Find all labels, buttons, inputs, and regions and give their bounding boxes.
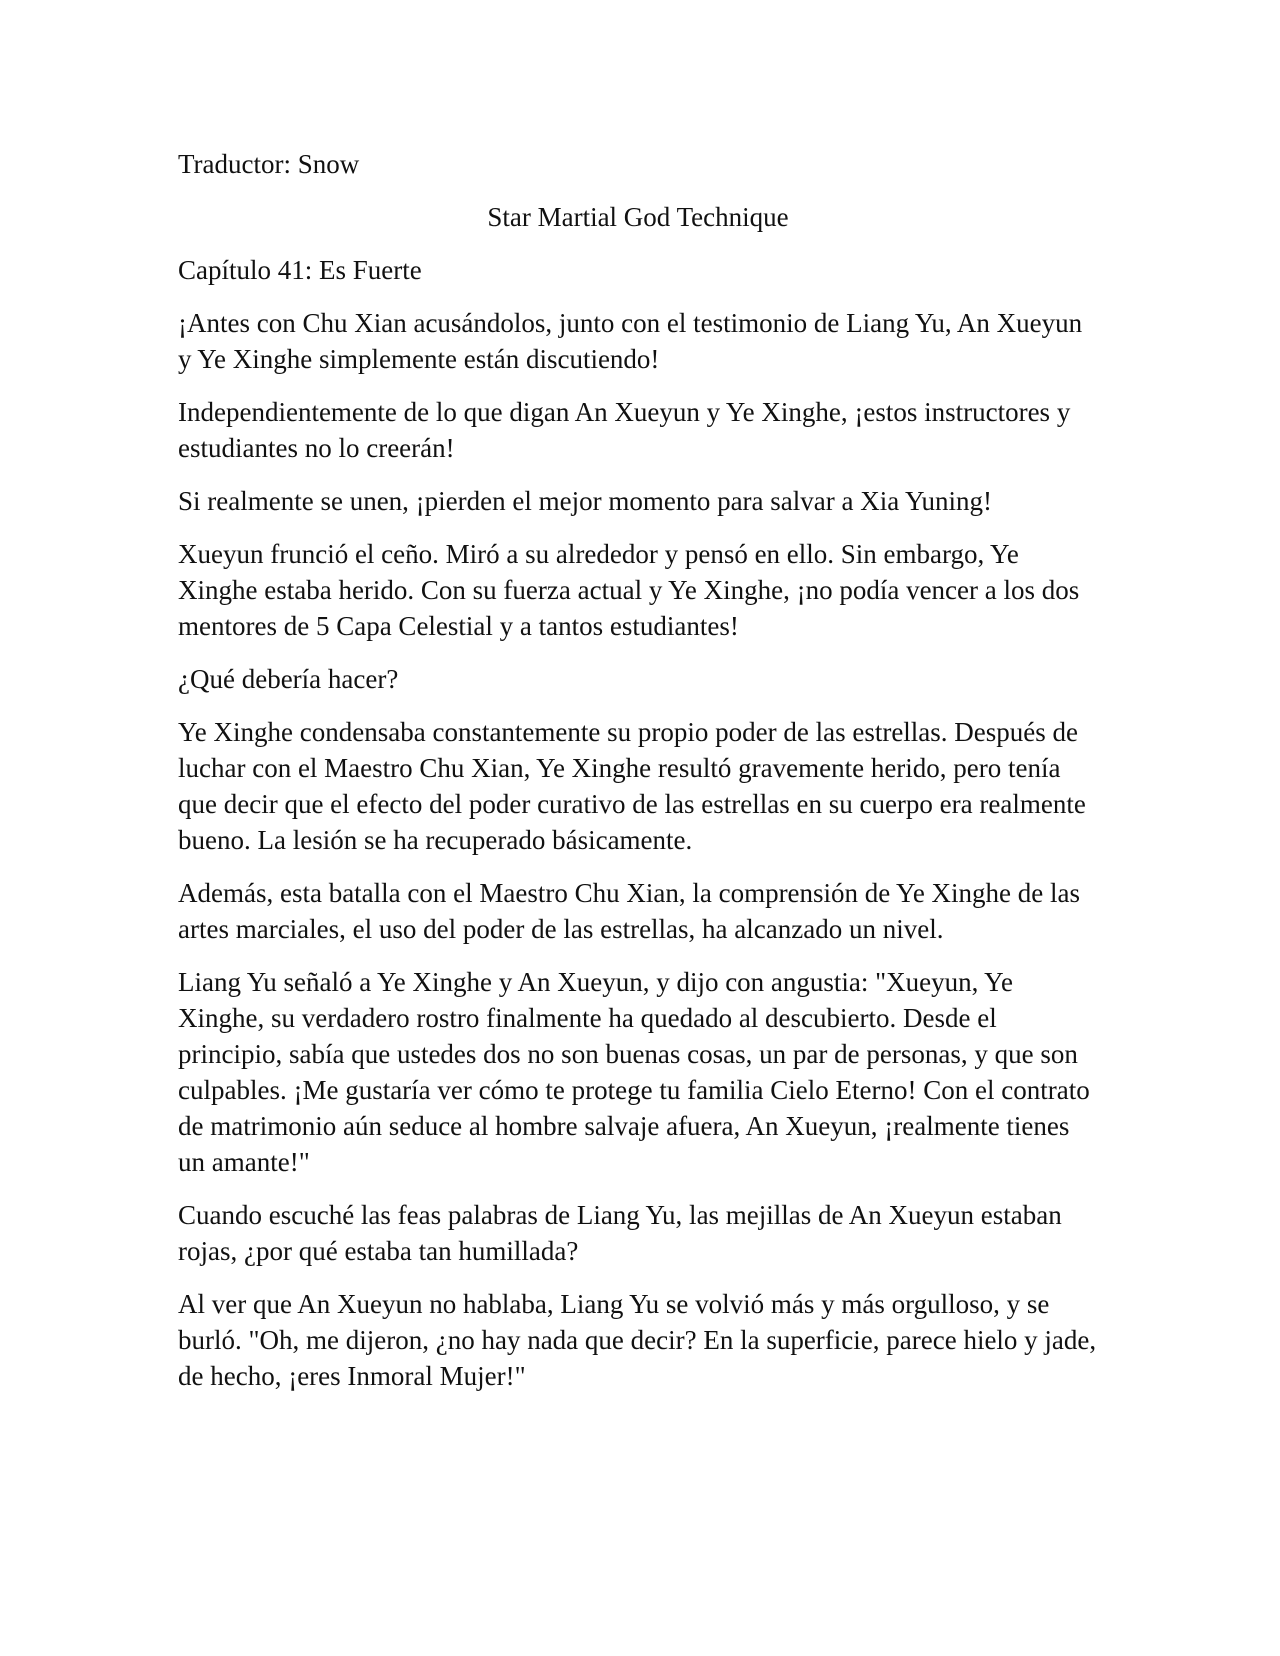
paragraph: Independientemente de lo que digan An Xueyun y Ye Xinghe, ¡estos instructores y estudiantes no lo creerán! [178, 397, 1071, 463]
paragraph: Liang Yu señaló a Ye Xinghe y An Xueyun, y dijo con angustia: "Xueyun, Ye Xinghe, su verdadero rostro finalmente ha quedado al descubierto. Desde el principio, sabía que ustedes dos no son buenas cosas, un par de personas, y que son culpables. ¡Me gustaría ver cómo te protege tu familia Cielo Eterno! Con el contrato de matrimonio aún seduce al hombre salvaje afuera, An Xueyun, ¡realmente tienes un amante!" [178, 967, 1090, 1177]
translator-credit: Traductor: Snow [178, 149, 360, 179]
paragraph: Además, esta batalla con el Maestro Chu Xian, la comprensión de Ye Xinghe de las artes marciales, el uso del poder de las estrellas, ha alcanzado un nivel. [178, 878, 1081, 944]
document-body [178, 146, 1098, 1411]
book-title: Star Martial God Technique [487, 202, 789, 232]
chapter-heading: Capítulo 41: Es Fuerte [178, 255, 422, 285]
paragraph: Cuando escuché las feas palabras de Liang Yu, las mejillas de An Xueyun estaban rojas, ¿por qué estaba tan humillada? [178, 1200, 1062, 1266]
paragraph: Si realmente se unen, ¡pierden el mejor momento para salvar a Xia Yuning! [178, 486, 992, 516]
paragraph: Al ver que An Xueyun no hablaba, Liang Yu se volvió más y más orgulloso, y se burló. "Oh, me dijeron, ¿no hay nada que decir? En la superficie, parece hielo y jade, de hecho, ¡eres Inmoral Mujer!" [178, 1289, 1097, 1391]
paragraph: Ye Xinghe condensaba constantemente su propio poder de las estrellas. Después de luchar con el Maestro Chu Xian, Ye Xinghe resultó gravemente herido, pero tenía que decir que el efecto del poder curativo de las estrellas en su cuerpo era realmente bueno. La lesión se ha recuperado básicamente. [178, 717, 1086, 855]
paragraph: ¡Antes con Chu Xian acusándolos, junto con el testimonio de Liang Yu, An Xueyun y Ye Xinghe simplemente están discutiendo! [178, 308, 1083, 374]
paragraph: Xueyun frunció el ceño. Miró a su alrededor y pensó en ello. Sin embargo, Ye Xinghe estaba herido. Con su fuerza actual y Ye Xinghe, ¡no podía vencer a los dos mentores de 5 Capa Celestial y a tantos estudiantes! [178, 539, 1080, 641]
paragraph: ¿Qué debería hacer? [178, 664, 399, 694]
